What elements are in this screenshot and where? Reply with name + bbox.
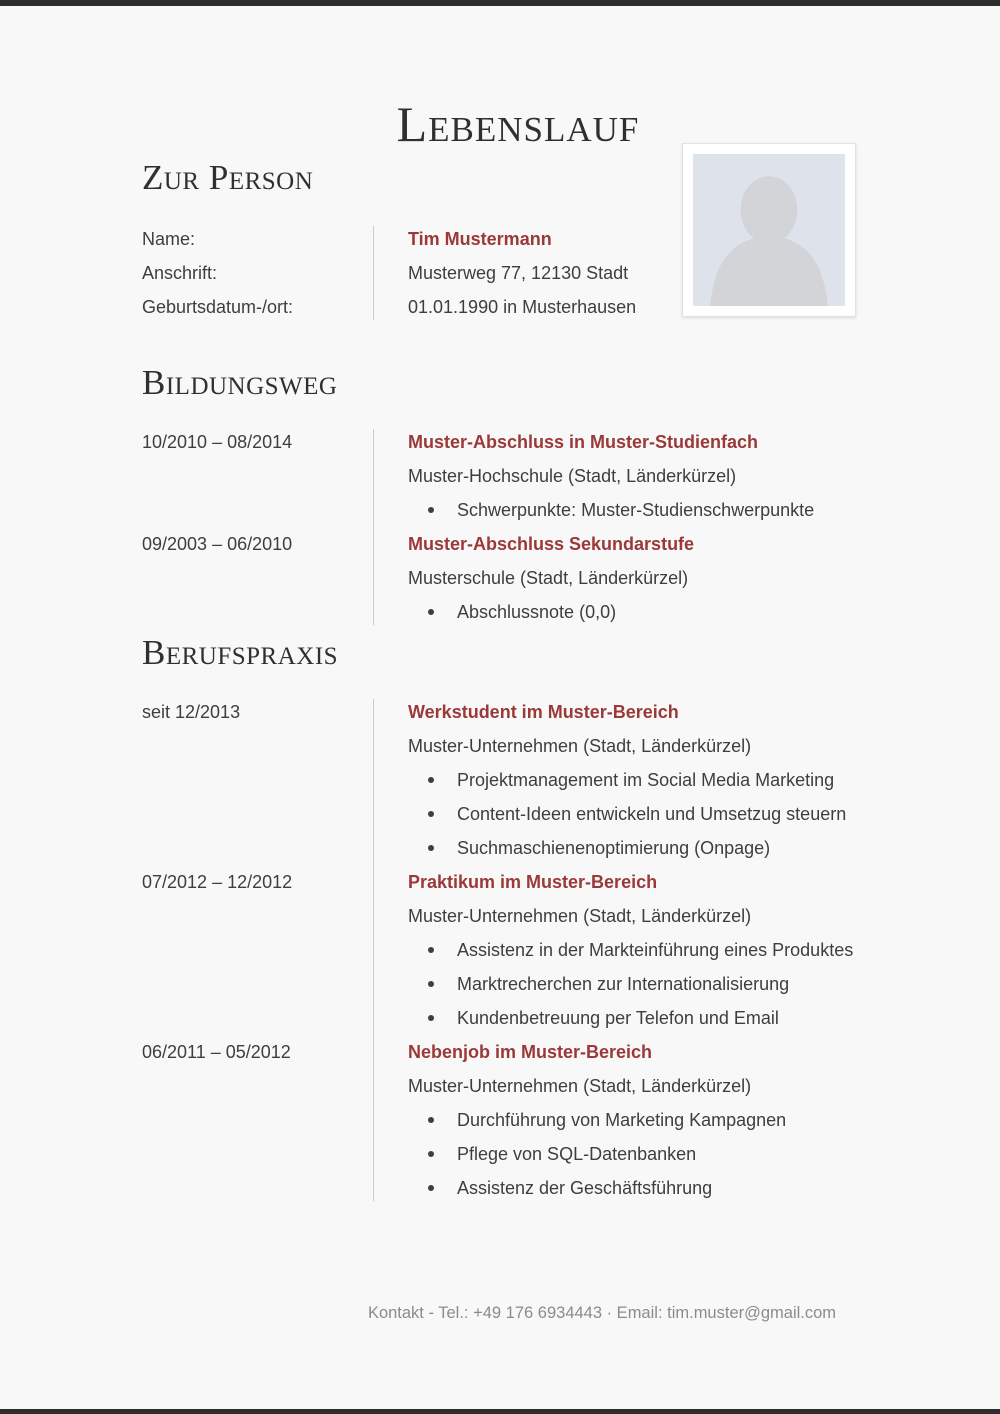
entry-organization: Muster-Hochschule (Stadt, Länderkürzel) (408, 466, 737, 486)
bullet-text: Projektmanagement im Social Media Marketing (457, 770, 835, 790)
spacer-cell (142, 459, 373, 493)
entry-title: Muster-Abschluss Sekundarstufe (408, 534, 695, 554)
bullet-item (373, 493, 882, 527)
entry-header-row (142, 1035, 882, 1069)
entry-header-row (142, 865, 882, 899)
bullet-item (373, 967, 882, 1001)
entry-bullet-row (142, 595, 882, 629)
bullet-item (373, 1001, 882, 1035)
entry-period: 10/2010 – 08/2014 (142, 432, 293, 452)
spacer-cell (142, 561, 373, 595)
bullet-text: Assistenz der Geschäftsführung (457, 1178, 713, 1198)
entry-bullet-row (142, 831, 882, 865)
field-label: Name: (142, 229, 196, 249)
entry-organization: Muster-Unternehmen (Stadt, Länderkürzel) (408, 1076, 752, 1096)
footer-contact: Kontakt - Tel.: +49 176 6934443 · Email: tim.muster@gmail.com (367, 1304, 837, 1322)
entry-org-row (142, 1069, 882, 1103)
spacer-cell (142, 831, 373, 865)
bullet-icon (428, 947, 434, 953)
bullet-icon (428, 609, 434, 615)
bullet-text: Suchmaschienenoptimierung (Onpage) (457, 838, 771, 858)
entry-bullet-row (142, 933, 882, 967)
entry-header-row (142, 695, 882, 729)
spacer-cell (142, 493, 373, 527)
entry-period: seit 12/2013 (142, 702, 241, 722)
bullet-icon (428, 845, 434, 851)
bullet-text: Kundenbetreuung per Telefon und Email (457, 1008, 779, 1028)
bullet-item (373, 797, 882, 831)
bullet-icon (428, 1117, 434, 1123)
spacer-cell (142, 899, 373, 933)
spacer-cell (142, 1069, 373, 1103)
field-value: Tim Mustermann (408, 229, 552, 249)
entry-bullet-row (142, 1137, 882, 1171)
spacer-cell (142, 1171, 373, 1205)
section-heading-berufspraxis: Berufspraxis (142, 633, 339, 672)
bullet-text: Durchführung von Marketing Kampagnen (457, 1110, 787, 1130)
entry-organization: Musterschule (Stadt, Länderkürzel) (408, 568, 689, 588)
bullet-icon (428, 777, 434, 783)
entry-title: Praktikum im Muster-Bereich (408, 872, 658, 892)
bullet-item (373, 763, 882, 797)
person-block (142, 222, 882, 324)
field-row (142, 290, 882, 324)
section-heading-zur-person: Zur Person (142, 158, 314, 197)
entry-title: Nebenjob im Muster-Bereich (408, 1042, 653, 1062)
entry-bullet-row (142, 1171, 882, 1205)
entry-bullet-row (142, 797, 882, 831)
bullet-item (373, 1171, 882, 1205)
spacer-cell (142, 1103, 373, 1137)
bullet-item (373, 1137, 882, 1171)
bullet-icon (428, 981, 434, 987)
bullet-icon (428, 1015, 434, 1021)
experience-block (142, 695, 882, 1205)
entry-org-row (142, 729, 882, 763)
entry-org-row (142, 561, 882, 595)
entry-bullet-row (142, 763, 882, 797)
spacer-cell (142, 967, 373, 1001)
field-label: Anschrift: (142, 263, 218, 283)
entry-bullet-row (142, 1103, 882, 1137)
bullet-item (373, 933, 882, 967)
field-value: 01.01.1990 in Musterhausen (408, 297, 637, 317)
entry-period: 09/2003 – 06/2010 (142, 534, 293, 554)
bullet-item (373, 1103, 882, 1137)
field-label: Geburtsdatum-/ort: (142, 297, 294, 317)
entry-period: 06/2011 – 05/2012 (142, 1042, 291, 1062)
bullet-text: Assistenz in der Markteinführung eines Produktes (457, 940, 854, 960)
bullet-text: Pflege von SQL-Datenbanken (457, 1144, 697, 1164)
spacer-cell (142, 763, 373, 797)
section-heading-bildungsweg: Bildungsweg (142, 363, 338, 402)
entry-bullet-row (142, 1001, 882, 1035)
education-block (142, 425, 882, 629)
bullet-icon (428, 507, 434, 513)
entry-title: Werkstudent im Muster-Bereich (408, 702, 679, 722)
spacer-cell (142, 595, 373, 629)
entry-period: 07/2012 – 12/2012 (142, 872, 293, 892)
bullet-text: Schwerpunkte: Muster-Studienschwerpunkte (457, 500, 815, 520)
spacer-cell (142, 933, 373, 967)
entry-bullet-row (142, 967, 882, 1001)
entry-bullet-row (142, 493, 882, 527)
spacer-cell (142, 1001, 373, 1035)
bullet-text: Abschlussnote (0,0) (457, 602, 617, 622)
entry-header-row (142, 425, 882, 459)
bullet-icon (428, 811, 434, 817)
entry-title: Muster-Abschluss in Muster-Studienfach (408, 432, 759, 452)
bullet-item (373, 595, 882, 629)
field-value: Musterweg 77, 12130 Stadt (408, 263, 629, 283)
document-title: Lebenslauf (396, 96, 640, 152)
bullet-text: Marktrecherchen zur Internationalisierung (457, 974, 790, 994)
entry-org-row (142, 459, 882, 493)
spacer-cell (142, 1137, 373, 1171)
spacer-cell (142, 797, 373, 831)
entry-org-row (142, 899, 882, 933)
field-row (142, 256, 882, 290)
bullet-icon (428, 1185, 434, 1191)
bullet-item (373, 831, 882, 865)
entry-organization: Muster-Unternehmen (Stadt, Länderkürzel) (408, 736, 752, 756)
bullet-icon (428, 1151, 434, 1157)
entry-header-row (142, 527, 882, 561)
spacer-cell (142, 729, 373, 763)
entry-organization: Muster-Unternehmen (Stadt, Länderkürzel) (408, 906, 752, 926)
field-row (142, 222, 882, 256)
bullet-text: Content-Ideen entwickeln und Umsetzug steuern (457, 804, 847, 824)
